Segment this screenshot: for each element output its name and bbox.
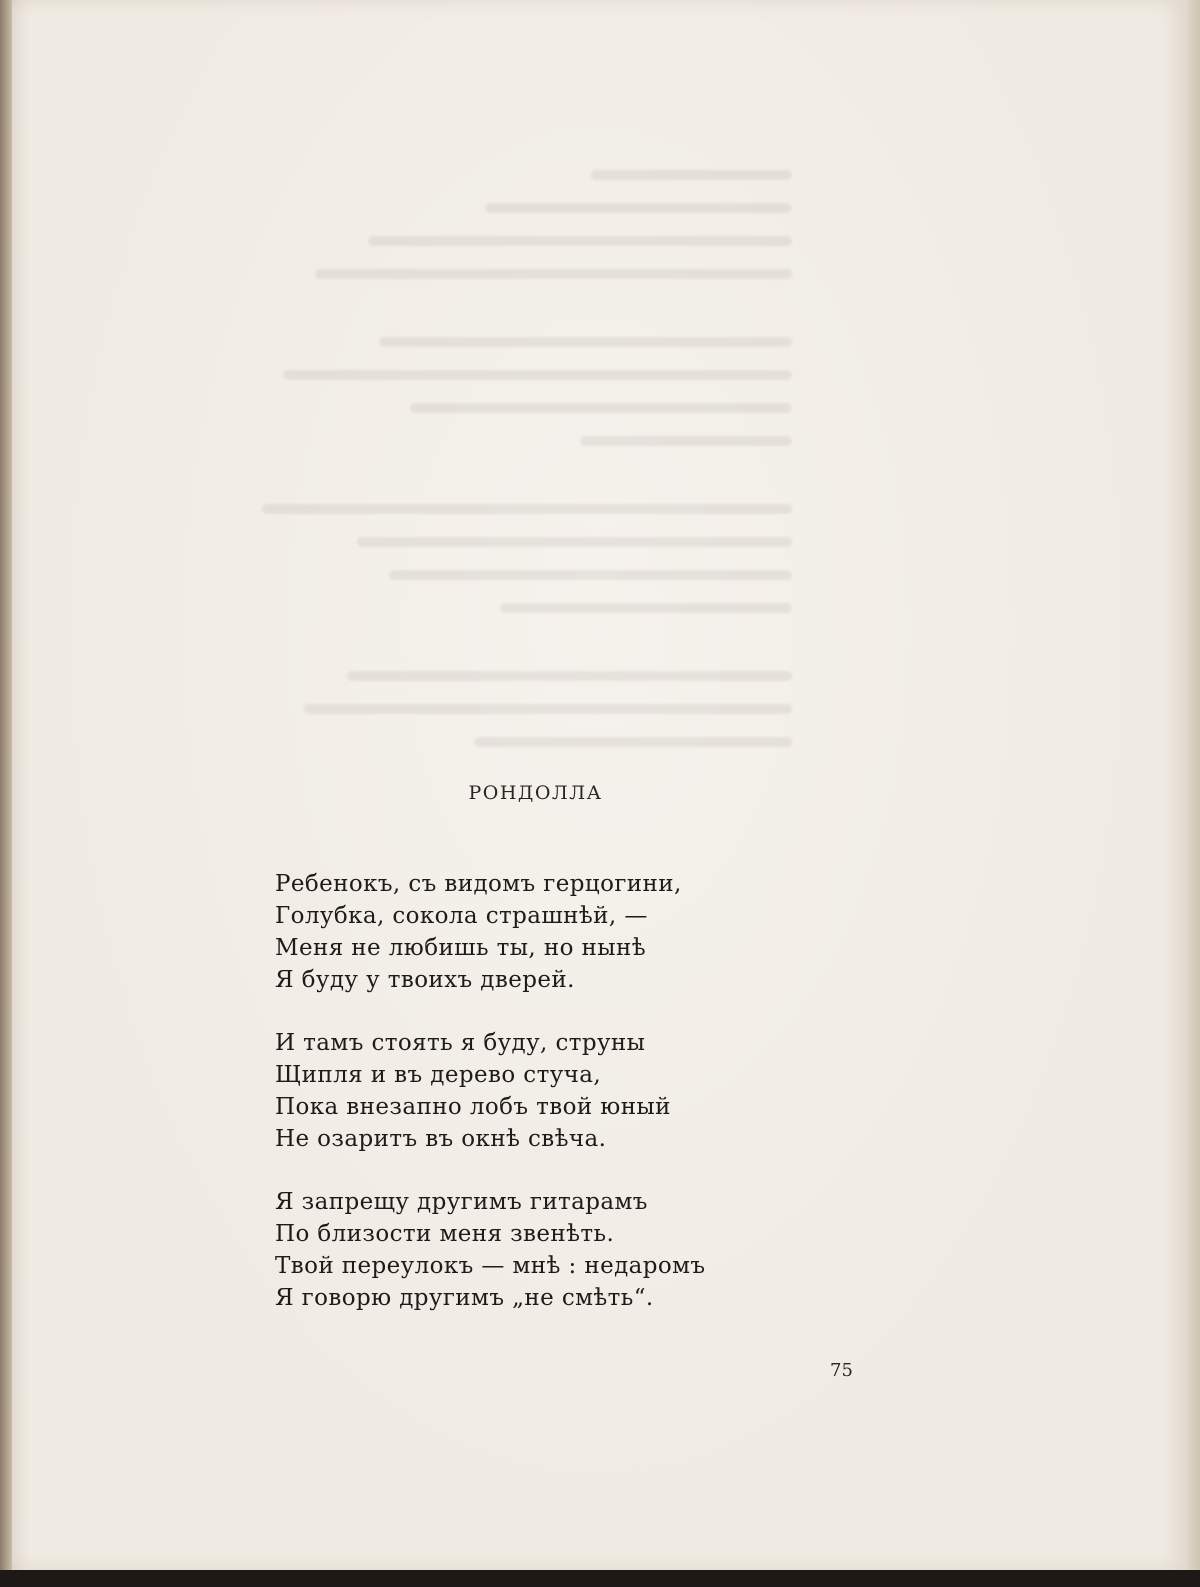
verse-line: Я запрещу другимъ гитарамъ — [275, 1189, 648, 1215]
poem-title: РОНДОЛЛА — [468, 782, 603, 804]
verse-line: Не озаритъ въ окнѣ свѣча. — [275, 1126, 607, 1152]
verse-line: Ребенокъ, съ видомъ герцогини, — [275, 871, 682, 897]
stanza-1 — [275, 868, 705, 996]
scan-bottom-border — [0, 1570, 1200, 1587]
verse-line: Щипля и въ дерево стуча, — [275, 1062, 602, 1088]
page-number: 75 — [830, 1360, 853, 1381]
page-edge — [1184, 0, 1200, 1587]
page-gutter-shadow — [0, 0, 12, 1587]
verse-line: Я буду у твоихъ дверей. — [275, 967, 575, 993]
verse-line: Голубка, сокола страшнѣй, — — [275, 903, 648, 929]
stanza-3 — [275, 1186, 705, 1314]
verse-line: Твой переулокъ — мнѣ : недаромъ — [275, 1253, 706, 1279]
book-page — [12, 0, 1184, 1570]
stanza-2 — [275, 1027, 705, 1155]
poem-body — [275, 868, 705, 1345]
verse-line: Меня не любишь ты, но нынѣ — [275, 935, 646, 961]
verse-line: Я говорю другимъ „не смѣть“. — [275, 1285, 654, 1311]
verse-line: И тамъ стоять я буду, струны — [275, 1030, 646, 1056]
verse-line: Пока внезапно лобъ твой юный — [275, 1094, 671, 1120]
verse-line: По близости меня звенѣть. — [275, 1221, 615, 1247]
